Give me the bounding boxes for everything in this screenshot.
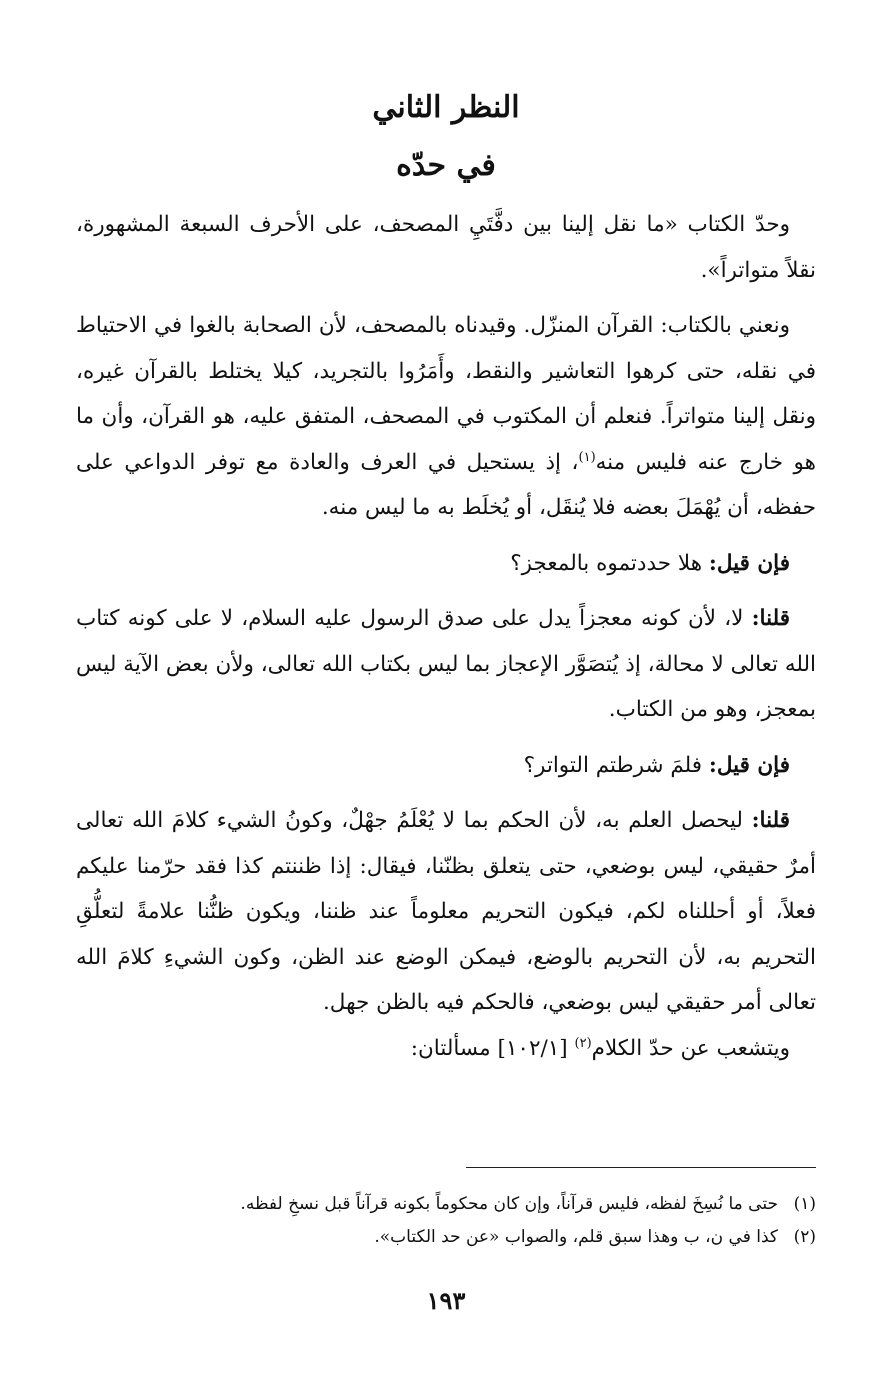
footnote-divider xyxy=(466,1167,816,1168)
footnote-ref-2: (٢) xyxy=(574,1035,592,1051)
paragraph-answer-2 xyxy=(76,798,816,1026)
answer-text: لا، لأن كونه معجزاً يدل على صدق الرسول عليه السلام، لا على كونه كتاب الله تعالى لا محالة، إذ يُتصَوَّر الإعجاز بما ليس بكتاب الله تعالى، ولأن بعض الآية ليس بمعجز، وهو من الكتاب. xyxy=(76,606,816,722)
page-number: ١٩٣ xyxy=(426,1286,466,1315)
paragraph-definition: وحدّ الكتاب «ما نقل إلينا بين دفَّتَيِ المصحف، على الأحرف السبعة المشهورة، نقلاً متواتراً». xyxy=(76,212,816,283)
paragraph-explanation-part1: ونعني بالكتاب: القرآن المنزّل. وقيدناه بالمصحف، لأن الصحابة بالغوا في الاحتياط في نقله، حتى كرهوا التعاشير والنقط، وأَمَرُوا بالتجريد، كيلا يختلط بالقرآن غيره، ونقل إلينا متواتراً. فنعلم أن المكتوب في المصحف، المتفق عليه، هو القرآن، وأن ما هو خارج عنه فليس منه xyxy=(76,313,816,475)
footnote-ref-1: (١) xyxy=(578,449,596,465)
question-lead: فإن قيل: xyxy=(708,752,790,778)
paragraph-question-2 xyxy=(76,743,816,789)
paragraph-branches-part2: [١٠٢/١] مسألتان: xyxy=(410,1035,575,1061)
page-subtitle: في حدّه xyxy=(396,148,496,183)
answer-text: ليحصل العلم به، لأن الحكم بما لا يُعْلَمُ جهْلٌ، وكونُ الشيء كلامَ الله تعالى أمرٌ حقيقي، ليس بوضعي، حتى يتعلق بظنّنا، فيقال: إذا ظننتم كذا فقد حرّمنا عليكم فعلاً، أو أحللناه لكم، فيكون التحريم معلوماً عند ظننا، ويكون ظنُّنا علامةً لتعلُّقِ التحريم به، لأن التحريم بالوضع، فيمكن الوضع عند الظن، وكون الشيءِ كلامَ الله تعالى أمر حقيقي ليس بوضعي، فالحكم فيه بالظن جهل. xyxy=(76,808,816,1015)
question-text: فلمَ شرطتم التواتر؟ xyxy=(523,752,709,778)
paragraph-branches-part1: ويتشعب عن حدّ الكلام xyxy=(591,1035,790,1061)
paragraph-answer-1 xyxy=(76,596,816,733)
paragraph-explanation-part2: ، إذ يستحيل في العرف والعادة مع توفر الدواعي على حفظه، أن يُهْمَلَ بعضه فلا يُنقَل، أو يُخلَط به ما ليس منه. xyxy=(76,449,816,520)
footnote-number: (١) xyxy=(793,1194,816,1214)
footnote-number: (٢) xyxy=(793,1227,816,1247)
footnote-text: حتى ما نُسِخَ لفظه، فليس قرآناً، وإن كان محكوماً بكونه قرآناً قبل نسخِ لفظه. xyxy=(240,1194,778,1214)
footnote-text: كذا في ن، ب وهذا سبق قلم، والصواب «عن حد الكتاب». xyxy=(374,1227,778,1247)
document-page xyxy=(76,0,816,1392)
question-text: هلا حددتموه بالمعجز؟ xyxy=(510,550,709,576)
footnote-2 xyxy=(76,1221,816,1254)
question-lead: فإن قيل: xyxy=(708,550,790,576)
paragraph-explanation xyxy=(76,303,816,531)
paragraph-branches xyxy=(76,1026,816,1072)
answer-lead: قلنا: xyxy=(751,808,790,833)
paragraph-question-1 xyxy=(76,541,816,587)
answer-lead: قلنا: xyxy=(751,606,790,631)
body-text xyxy=(76,202,816,1071)
footnote-1 xyxy=(76,1188,816,1221)
footnotes xyxy=(76,1188,816,1254)
page-title: النظر الثاني xyxy=(372,90,520,125)
